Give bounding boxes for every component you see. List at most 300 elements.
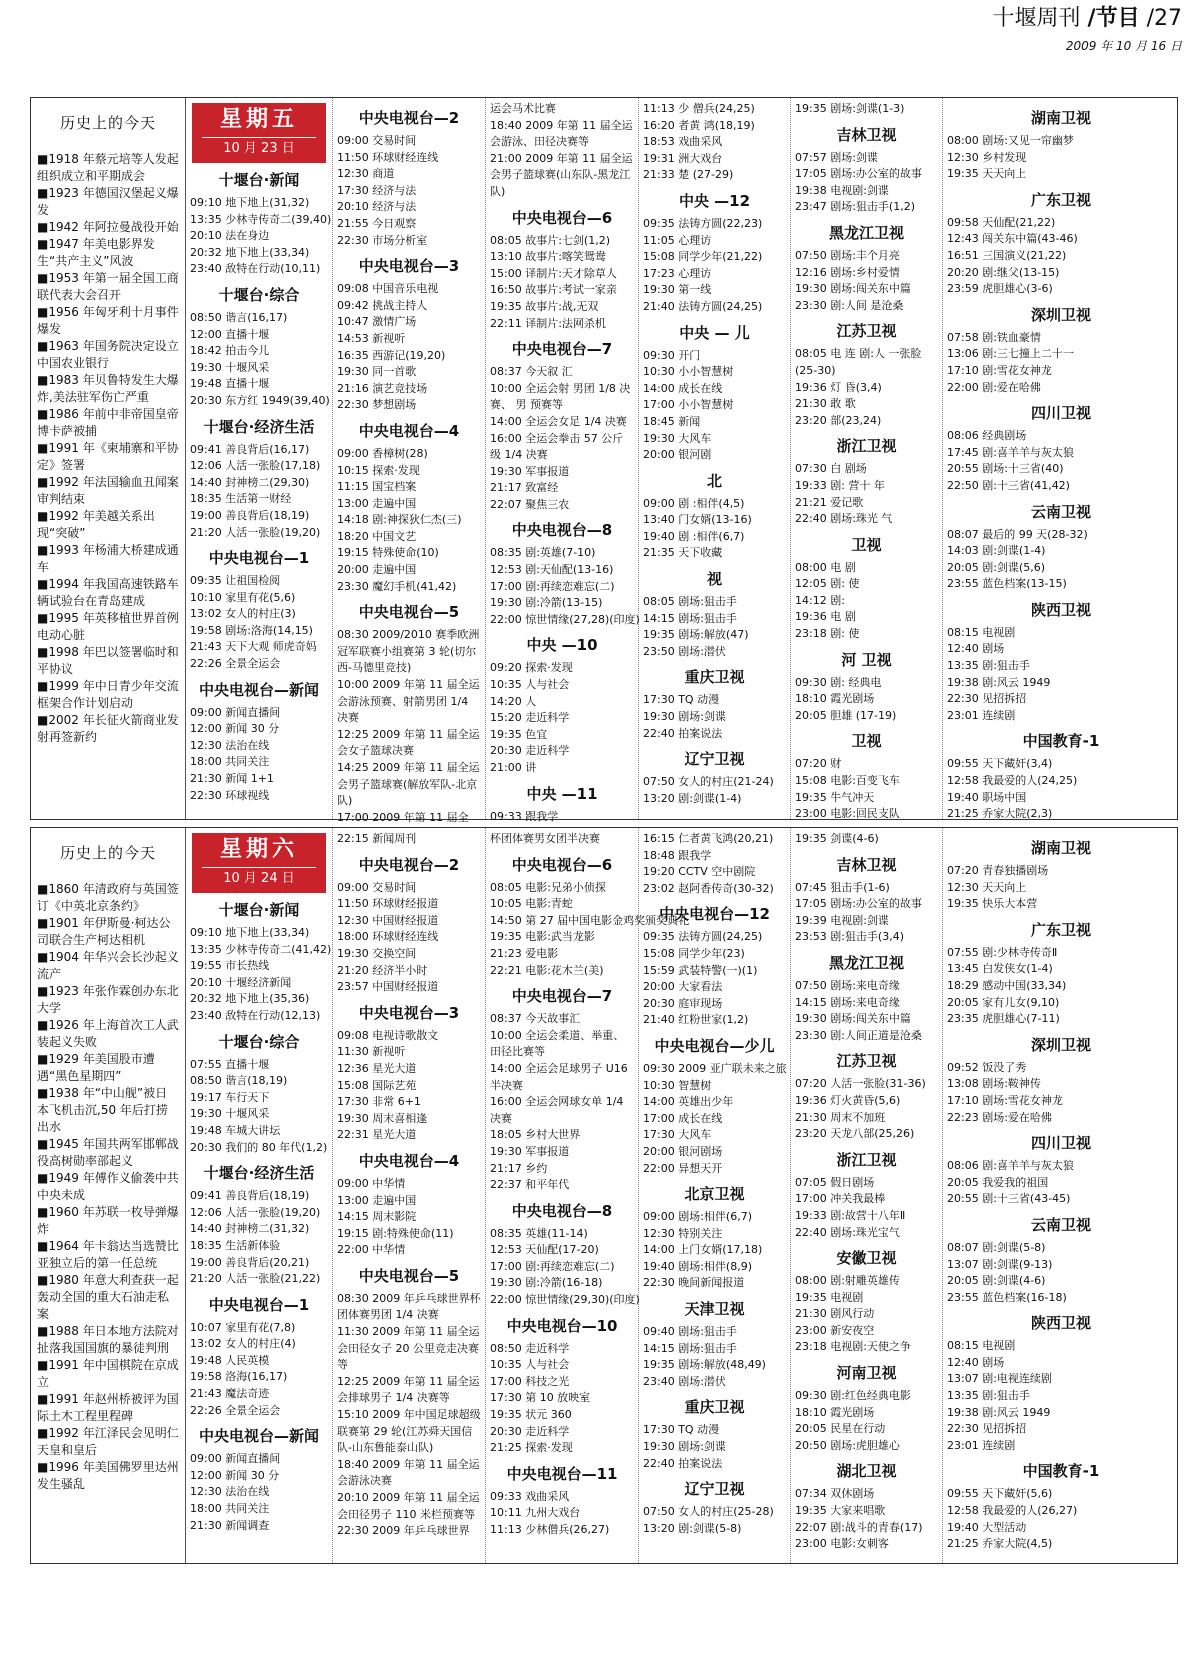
program-line: 13:35 少林寺传奇二(41,42) — [190, 942, 332, 956]
channel-title: 中国教育-1 — [1022, 1462, 1100, 1481]
program-line: 22:30 见招拆招 — [947, 692, 1027, 706]
program-line: 19:35 剧场:剑谍(1-3) — [795, 102, 905, 115]
program-line: 23:55 蓝色档案(13-15) — [947, 577, 1067, 591]
program-line: 19:30 十堰风采 — [190, 1107, 270, 1121]
program-line: 杯团体赛男女团半决赛 — [490, 832, 600, 845]
program-line: 14:40 封神榜二(29,30) — [190, 475, 310, 489]
history-item: ■1953 年第一届全国工商联代表大会召开 — [37, 271, 179, 302]
program-line: 09:35 法铸方圆(24,25) — [643, 930, 763, 944]
program-line: 09:35 法铸方圆(22,23) — [643, 216, 763, 230]
program-line: 08:30 2009 年乒乓球世界杯团体赛男团 1/4 决赛 — [337, 1291, 481, 1322]
history-item: ■1996 年美国佛罗里达州发生骚乱 — [37, 1460, 179, 1491]
program-line: 22:21 电影:花木兰(美) — [490, 963, 604, 977]
program-line: 17:23 心理访 — [643, 266, 712, 280]
program-line: 21:30 剧风行动 — [795, 1307, 875, 1321]
history-item: ■1938 年“中山舰”被日本飞机击沉,50 年后打捞出水 — [37, 1086, 168, 1134]
program-line: 19:30 十堰风采 — [190, 360, 270, 374]
program-line: 10:07 家里有花(7,8) — [190, 1320, 296, 1334]
program-line: 18:00 共同关注 — [190, 1502, 270, 1516]
history-item: ■1991 年赵州桥被评为国际土木工程里程碑 — [37, 1392, 179, 1423]
history-item: ■1945 年国共两军邯郸战役高树勋率部起义 — [37, 1137, 179, 1168]
program-line: 09:30 开门 — [643, 348, 701, 362]
channel-title: 中央电视台—3 — [358, 257, 460, 276]
program-line: 19:36 灯火黄昏(5,6) — [795, 1093, 901, 1107]
program-line: 12:40 剧场 — [947, 642, 1005, 656]
program-line: 13:40 门女婿(13-16) — [643, 513, 752, 527]
history-item: ■1992 年江泽民会见明仁天皇和皇后 — [37, 1426, 179, 1457]
program-line: 19:48 人民英模 — [190, 1353, 270, 1367]
program-line: 14:03 剧:剑谍(1-4) — [947, 544, 1046, 558]
header-date: 2009 年 10 月 16 日 — [1065, 39, 1182, 53]
channel-title: 中央电视台—新闻 — [198, 680, 319, 699]
program-line: 09:00 新闻直播间 — [190, 1452, 281, 1466]
program-line: 19:00 善良背后(18,19) — [190, 508, 310, 522]
channel-title: 重庆卫视 — [684, 668, 745, 687]
program-line: 22:23 剧场:爱在哈佛 — [947, 1110, 1052, 1124]
program-line: 11:50 环球财经报道 — [337, 897, 439, 911]
program-line: 12:30 法治在线 — [190, 1485, 270, 1499]
program-line: 20:00 银河剧场 — [643, 1144, 723, 1158]
program-line: 17:00 小小智慧树 — [643, 398, 734, 412]
history-item: ■1929 年美国股市遭遇“黑色星期四” — [37, 1052, 155, 1083]
channel-title: 深圳卫视 — [1030, 1035, 1091, 1054]
program-line: 09:58 天仙配(21,22) — [947, 215, 1056, 229]
program-line: 10:35 人与社会 — [490, 678, 570, 692]
program-line: 21:25 乔家大院(2,3) — [947, 807, 1053, 821]
program-line: 22:00 异想天开 — [643, 1161, 723, 1175]
program-line: 21:17 致富经 — [490, 481, 559, 495]
history-item: ■2002 年长征火箭商业发射再签新约 — [37, 713, 179, 744]
program-line: 23:20 部(23,24) — [795, 413, 882, 427]
program-line: 18:53 戏曲采风 — [643, 135, 723, 149]
program-line: 18:29 感动中国(33,34) — [947, 978, 1067, 992]
program-line: 21:43 魔法奇迹 — [190, 1387, 270, 1401]
program-line: 19:35 电影:武当龙影 — [490, 930, 595, 944]
program-line: 14:20 人 — [490, 694, 537, 708]
program-line: 21:25 乔家大院(4,5) — [947, 1537, 1053, 1551]
program-line: 14:00 上门女婿(17,18) — [643, 1243, 763, 1257]
program-line: 19:00 善良背后(20,21) — [190, 1255, 310, 1269]
program-line: 22:40 拍案说法 — [643, 1456, 723, 1470]
history-item: ■1998 年巴以签署临时和平协议 — [37, 645, 179, 676]
channel-title: 陕西卫视 — [1030, 1314, 1091, 1333]
channel-title: 卫视 — [851, 732, 882, 751]
program-line: 19:35 色宜 — [490, 727, 548, 741]
program-line: 18:40 2009 年第 11 届全运会游泳、田径决赛等 — [490, 118, 633, 149]
program-line: 08:00 剧场:又见一帘幽梦 — [947, 134, 1074, 147]
history-item: ■1901 年伊斯曼·柯达公司联合生产柯达相机 — [37, 916, 171, 947]
program-line: 18:48 跟我学 — [643, 848, 712, 862]
history-item: ■1904 年华兴会长沙起义流产 — [37, 950, 179, 981]
program-line: 16:00 全运会拳击 57 公斤级 1/4 决赛 — [490, 431, 624, 462]
history-item: ■1992 年法国输血丑闻案审判结束 — [37, 475, 179, 506]
program-line: 09:30 剧: 经典电 — [795, 675, 882, 689]
program-line: 21:43 天下大观 师虎奇妈 — [190, 640, 317, 654]
history-item: ■1923 年张作霖创办东北大学 — [37, 984, 179, 1015]
program-line: 21:33 楚 (27-29) — [643, 168, 734, 182]
header-title-left: 十堰周刊 — [992, 6, 1081, 31]
program-line: 07:20 财 — [795, 757, 842, 771]
program-line: 16:50 故事片:考试一家亲 — [490, 283, 617, 297]
channel-title: 中央电视台—5 — [358, 1266, 460, 1285]
header-title — [993, 6, 1182, 32]
program-column — [639, 98, 791, 819]
program-line: 21:20 人活一张脸(21,22) — [190, 1272, 321, 1286]
program-line: 21:30 敢 歌 — [795, 397, 856, 411]
program-line: 20:30 庭审现场 — [643, 996, 723, 1010]
program-line: 21:55 今日观察 — [337, 216, 417, 230]
program-line: 18:05 乡村大世界 — [490, 1128, 581, 1142]
program-line: 14:18 剧:神探狄仁杰(三) — [337, 513, 462, 527]
program-line: 20:30 走近科学 — [490, 744, 570, 758]
program-line: 22:40 剧场:珠光宝气 — [795, 1225, 900, 1239]
history-item: ■1983 年贝鲁特发生大爆炸,美法驻军伤亡严重 — [37, 373, 179, 404]
program-line: 09:00 新闻直播间 — [190, 705, 281, 719]
program-line: 21:20 经济半小时 — [337, 963, 428, 977]
program-line: 08:06 剧:喜羊羊与灰太狼 — [947, 1159, 1074, 1173]
date-box — [192, 103, 326, 163]
program-line: 22:07 剧:战斗的青春(17) — [795, 1520, 923, 1534]
program-line: 19:30 剧:冷箭(13-15) — [490, 596, 603, 610]
program-line: 22:30 环球视线 — [190, 788, 270, 802]
program-line: 07:50 剧场:丰个月亮 — [795, 248, 900, 262]
channel-title: 中央 —10 — [526, 636, 598, 655]
program-line: 12:30 商道 — [337, 167, 395, 181]
program-line: 18:20 中国文艺 — [337, 529, 417, 543]
channel-title: 重庆卫视 — [684, 1398, 745, 1417]
program-line: 17:30 TQ 动漫 — [643, 693, 720, 707]
program-column — [791, 828, 943, 1563]
program-line: 19:35 剧场:解放(48,49) — [643, 1358, 766, 1372]
program-line: 14:50 第 27 届中国电影金鸡奖颁奖典礼 — [490, 913, 690, 927]
program-line: 08:00 电 剧 — [795, 560, 856, 574]
schedule-section-friday — [30, 97, 1178, 824]
program-column — [333, 98, 486, 824]
program-line: 12:16 剧场:乡村爱情 — [795, 265, 900, 279]
history-item: ■1988 年日本地方法院对扯落我国国旗的暴徒判刑 — [37, 1324, 179, 1355]
channel-title: 中央电视台—1 — [208, 1295, 310, 1314]
program-line: 08:05 电影:兄弟小侦探 — [490, 880, 606, 894]
channel-title: 中央电视台—7 — [511, 340, 613, 359]
program-line: 13:00 走遍中国 — [337, 1193, 417, 1207]
program-line: 09:08 电视诗歌散文 — [337, 1028, 439, 1042]
program-line: 15:00 译制片:天才除草人 — [490, 266, 617, 280]
program-line: 20:30 东方红 1949(39,40) — [190, 393, 330, 407]
channel-title: 十堰台·新闻 — [218, 171, 300, 189]
history-item: ■1949 年傅作义偷袭中共中央未成 — [37, 1171, 179, 1202]
program-line: 09:52 饭没了秀 — [947, 1060, 1027, 1074]
program-line: 17:10 剧:雪花女神龙 — [947, 363, 1052, 377]
program-line: 23:35 虎胆雄心(7-11) — [947, 1012, 1060, 1026]
program-line: 07:20 青春独播剧场 — [947, 864, 1049, 877]
schedule-section-saturday — [30, 827, 1178, 1564]
weekday-label: 星期六 — [219, 837, 298, 862]
program-line: 17:00 成长在线 — [643, 1111, 723, 1125]
program-line: 07:05 假日剧场 — [795, 1175, 875, 1189]
program-line: 10:11 九州大戏台 — [490, 1506, 581, 1520]
program-line: 07:58 剧:铁血豪情 — [947, 330, 1041, 344]
program-line: 13:02 女人的村庄(4) — [190, 1337, 296, 1351]
program-line: 22:30 晚间新闻报道 — [643, 1276, 745, 1290]
history-item: ■1991 年《柬埔寨和平协定》签署 — [37, 441, 179, 472]
program-line: 17:30 非常 6+1 — [337, 1095, 421, 1109]
program-line: 22:15 新闻周刊 — [337, 832, 417, 845]
program-line: 22:31 星光大道 — [337, 1128, 417, 1142]
program-line: 11:13 少林僧兵(26,27) — [490, 1523, 610, 1536]
channel-title: 中央电视台—少儿 — [654, 1036, 775, 1055]
program-line: 23:00 电影:女刺客 — [795, 1537, 889, 1551]
program-line: 11:15 国宝档案 — [337, 480, 417, 494]
program-line: 19:17 车行天下 — [190, 1090, 270, 1104]
program-line: 14:12 剧: — [795, 593, 845, 607]
program-line: 19:33 剧: 营十 年 — [795, 478, 885, 492]
program-line: 10:47 激情广场 — [337, 315, 417, 329]
program-line: 14:53 新视听 — [337, 331, 406, 345]
program-line: 19:35 大家来唱歌 — [795, 1504, 886, 1518]
program-column — [639, 828, 791, 1563]
program-line: 08:05 故事片:七剑(1,2) — [490, 233, 610, 247]
program-line: 13:07 剧:剑谍(9-13) — [947, 1257, 1053, 1271]
program-line: 22:00 惊世情缘(27,28)(印度) — [490, 612, 640, 626]
history-item: ■1963 年国务院决定设立中国农业银行 — [37, 339, 179, 370]
program-line: 10:35 人与社会 — [490, 1358, 570, 1372]
program-line: 12:00 新闻 30 分 — [190, 1468, 280, 1482]
program-line: 23:50 剧场:潜伏 — [643, 644, 726, 658]
program-column — [186, 828, 333, 1563]
program-line: 13:45 白发侠女(1-4) — [947, 962, 1053, 976]
program-line: 11:05 心理访 — [643, 233, 712, 247]
program-line: 14:15 剧场:狙击手 — [643, 1341, 737, 1355]
program-line: 11:30 新视听 — [337, 1045, 406, 1059]
channel-title: 十堰台·综合 — [218, 1032, 300, 1051]
program-line: 08:35 英雄(11-14) — [490, 1226, 588, 1240]
program-line: 19:40 剧场:相伴(8,9) — [643, 1259, 752, 1273]
program-line: 23:30 剧:人间正道是沧桑 — [795, 1028, 922, 1042]
program-line: 23:01 连续剧 — [947, 1438, 1016, 1452]
channel-title: 中央电视台—7 — [511, 987, 613, 1006]
program-line: 16:35 西游记(19,20) — [337, 348, 446, 362]
program-line: 22:30 梦想剧场 — [337, 398, 417, 412]
program-line: 09:00 交易时间 — [337, 880, 417, 894]
program-line: 19:48 直播十堰 — [190, 377, 270, 391]
program-line: 13:35 剧:狙击手 — [947, 1389, 1030, 1403]
program-line: 19:48 车城大讲坛 — [190, 1123, 281, 1137]
program-line: 23:55 蓝色档案(16-18) — [947, 1290, 1067, 1304]
program-line: 07:45 狙击手(1-6) — [795, 880, 890, 894]
program-line: 19:35 故事片:战,无双 — [490, 299, 599, 313]
channel-title: 天津卫视 — [684, 1300, 745, 1319]
program-line: 22:26 全景全运会 — [190, 657, 281, 671]
program-line: 19:39 电视剧:剑谍 — [795, 913, 889, 927]
channel-title: 江苏卫视 — [836, 1052, 897, 1071]
program-line: 19:35 天天向上 — [947, 167, 1027, 181]
program-line: 19:30 剧场:闯关东中篇 — [795, 282, 911, 296]
program-line: 14:00 全运会足球男子 U16 半决赛 — [490, 1061, 628, 1092]
history-panel — [31, 98, 186, 819]
history-item: ■1960 年苏联一枚导弹爆炸 — [37, 1205, 179, 1236]
program-line: 10:30 智慧树 — [643, 1078, 712, 1092]
program-line: 18:40 2009 年第 11 届全运会游泳决赛 — [337, 1457, 480, 1488]
program-line: 21:40 红粉世家(1,2) — [643, 1013, 749, 1027]
program-line: 21:20 人活一张脸(19,20) — [190, 525, 321, 539]
program-line: 22:07 聚焦三农 — [490, 497, 570, 511]
channel-title: 中央电视台—6 — [511, 855, 613, 874]
program-line: 23:59 虎胆雄心(3-6) — [947, 282, 1053, 296]
program-line: 12:30 中国财经报道 — [337, 913, 439, 927]
program-line: 13:20 剧:剑谍(5-8) — [643, 1521, 742, 1535]
program-line: 10:15 探索·发现 — [337, 463, 420, 477]
program-line: 08:15 电视剧 — [947, 1339, 1016, 1353]
program-line: 10:00 全运会射 男团 1/8 决赛、 男 预赛等 — [490, 381, 631, 412]
channel-title: 十堰台·经济生活 — [203, 417, 315, 436]
program-line: 08:00 剧:射雕英雄传 — [795, 1274, 900, 1288]
channel-title: 广东卫视 — [1030, 190, 1091, 209]
program-line: 23:18 电视剧:天使之争 — [795, 1340, 911, 1354]
program-line: 10:05 电影:青蛇 — [490, 897, 573, 911]
program-line: 23:30 剧:人间 是沧桑 — [795, 298, 904, 312]
program-line: 19:35 快乐大本营 — [947, 897, 1038, 911]
program-line: 11:30 2009 年第 11 届全运会田径女子 20 公里竞走决赛等 — [337, 1325, 480, 1372]
program-line: 11:50 环球财经连线 — [337, 150, 439, 164]
program-line: 15:10 2009 年中国足球超级联赛第 29 轮(江苏舜天国信队-山东鲁能泰山队) — [337, 1408, 481, 1455]
program-line: 23:20 天龙八部(25,26) — [795, 1127, 915, 1141]
channel-title: 中央电视台—11 — [506, 1464, 618, 1483]
program-line: 12:58 我最爱的人(24,25) — [947, 774, 1078, 788]
header-sep: / — [1087, 6, 1096, 31]
program-line: 18:00 环球财经连线 — [337, 930, 439, 944]
program-line: 22:00 惊世情缘(29,30)(印度) — [490, 1293, 640, 1307]
program-line: 13:06 剧:三七撞上二十一 — [947, 347, 1074, 361]
program-line: 21:25 探索·发现 — [490, 1441, 573, 1455]
program-line: 19:40 职场中国 — [947, 790, 1027, 804]
program-line: 21:17 乡约 — [490, 1161, 548, 1175]
program-line: 18:00 共同关注 — [190, 755, 270, 769]
program-line: 09:08 中国音乐电视 — [337, 282, 439, 296]
program-line: 19:38 剧:风云 1949 — [947, 675, 1051, 689]
program-line: 18:10 霞光剧场 — [795, 1405, 875, 1419]
program-line: 21:30 新闻 1+1 — [190, 772, 274, 786]
program-line: 13:35 剧:狙击手 — [947, 659, 1030, 673]
program-line: 20:30 走近科学 — [490, 1424, 570, 1438]
program-line: 17:05 剧场:办公室的故事 — [795, 167, 922, 181]
program-line: 17:00 2009 年第 11 届全 — [337, 810, 469, 824]
program-line: 19:40 剧 :相伴(6,7) — [643, 529, 745, 543]
program-line: 14:00 成长在线 — [643, 381, 723, 395]
page-header — [993, 6, 1182, 54]
program-line: 19:35 剑谍(4-6) — [795, 832, 879, 845]
program-line: 23:01 连续剧 — [947, 708, 1016, 722]
date-label: 10 月 23 日 — [202, 137, 316, 160]
program-line: 10:00 2009 年第 11 届全运会游泳预赛、射箭男团 1/4 决赛 — [337, 678, 480, 725]
program-line: 19:38 剧:风云 1949 — [947, 1405, 1051, 1419]
program-column — [791, 98, 943, 819]
program-line: 12:30 法治在线 — [190, 738, 270, 752]
program-line: 07:57 剧场:剑谍 — [795, 150, 878, 164]
channel-title: 视 — [706, 570, 722, 589]
program-line: 19:35 电视剧 — [795, 1290, 864, 1304]
channel-title: 中央电视台—4 — [358, 1151, 460, 1170]
program-line: 19:30 周末喜相逢 — [337, 1111, 428, 1125]
history-item: ■1980 年意大利查获一起轰动全国的重大石油走私案 — [37, 1273, 179, 1321]
program-line: 19:38 电视剧:剑谍 — [795, 183, 889, 197]
program-line: 20:55 剧:十三省(43-45) — [947, 1192, 1071, 1206]
program-line: 18:10 霞光剧场 — [795, 692, 875, 706]
program-line: 08:07 最后的 99 天(28-32) — [947, 527, 1088, 541]
channel-title: 中央电视台—5 — [358, 603, 460, 622]
program-line: 18:35 生活第一财经 — [190, 492, 292, 506]
program-line: 21:30 周末不加班 — [795, 1110, 886, 1124]
program-line: 23:18 剧: 使 — [795, 627, 860, 641]
program-line: 20:32 地下地上(35,36) — [190, 992, 310, 1006]
channel-title: 中央电视台—1 — [208, 549, 310, 568]
program-line: 14:25 2009 年第 11 届全运会男子篮球赛(解放军队-北京队) — [337, 761, 480, 808]
program-line: 23:02 赵阿香传奇(30-32) — [643, 881, 774, 895]
program-line: 07:30 白 剧场 — [795, 462, 867, 476]
history-item: ■1947 年美电影界发生“共产主义”风波 — [37, 237, 155, 268]
program-line: 23:40 敌特在行动(12,13) — [190, 1008, 321, 1022]
program-line: 13:00 走遍中国 — [337, 496, 417, 510]
program-line: 14:15 周末影院 — [337, 1210, 417, 1224]
program-line: 12:30 天天向上 — [947, 880, 1027, 894]
program-line: 08:50 谐言(16,17) — [190, 310, 288, 324]
channel-title: 北京卫视 — [684, 1185, 745, 1204]
channel-title: 吉林卫视 — [836, 855, 897, 874]
program-line: 12:30 乡村发现 — [947, 150, 1027, 164]
program-line: 19:36 电 剧 — [795, 610, 856, 624]
program-line: 09:00 交易时间 — [337, 134, 417, 147]
channel-title: 黑龙江卫视 — [828, 223, 904, 242]
program-line: 15:08 同学少年(23) — [643, 946, 745, 960]
program-line: 19:20 CCTV 空中剧院 — [643, 865, 756, 879]
program-line: 13:07 剧:电视连续剧 — [947, 1372, 1052, 1386]
channel-title: 中央电视台—12 — [659, 905, 770, 924]
program-line: 21:35 天下收藏 — [643, 546, 723, 560]
program-line: 12:53 剧:天仙配(13-16) — [490, 563, 614, 577]
program-line: 15:08 国际艺苑 — [337, 1078, 417, 1092]
program-line: 20:10 经济与法 — [337, 200, 417, 214]
channel-title: 湖南卫视 — [1030, 839, 1091, 857]
program-column — [943, 828, 1179, 1563]
program-line: 09:30 2009 亚广联未来之旅 — [643, 1061, 787, 1075]
program-line: 13:10 故事片:喀笑鸳鸯 — [490, 250, 606, 264]
program-line: 20:50 剧场:虎胆雄心 — [795, 1438, 900, 1452]
program-line: 13:08 剧场:鞍神传 — [947, 1077, 1041, 1091]
history-title: 历史上的今天 — [59, 114, 156, 132]
program-line: 22:00 中华情 — [337, 1243, 406, 1257]
program-line: 23:00 电影:回民支队 — [795, 807, 900, 821]
program-line: 21:16 演艺竞技场 — [337, 381, 428, 395]
program-line: 19:35 剧场:解放(47) — [643, 628, 749, 642]
program-line: 08:15 电视剧 — [947, 625, 1016, 639]
program-column — [943, 98, 1179, 819]
program-line: 19:35 状元 360 — [490, 1408, 572, 1422]
program-line: 16:51 三国演义(21,22) — [947, 248, 1067, 262]
program-line: 17:05 剧场:办公室的故事 — [795, 897, 922, 911]
program-line: 09:35 让祖国检阅 — [190, 574, 281, 588]
program-line: 10:00 全运会柔道、举重、田径比赛等 — [490, 1028, 625, 1059]
program-line: 19:35 牛气冲天 — [795, 790, 875, 804]
program-line: 23:00 新安夜空 — [795, 1323, 875, 1337]
program-line: 19:30 剧:冷箭(16-18) — [490, 1276, 603, 1290]
program-line: 19:30 剧场:闯关东中篇 — [795, 1012, 911, 1026]
channel-title: 十堰台·经济生活 — [203, 1164, 315, 1183]
program-line: 07:55 直播十堰 — [190, 1057, 270, 1071]
program-line: 09:33 跟我学 — [490, 809, 559, 823]
program-line: 12:53 天仙配(17-20) — [490, 1243, 599, 1257]
history-item: ■1918 年蔡元培等人发起组织成立和平期成会 — [37, 152, 179, 183]
history-title: 历史上的今天 — [59, 844, 156, 862]
program-line: 21:21 爱记歌 — [795, 495, 864, 509]
